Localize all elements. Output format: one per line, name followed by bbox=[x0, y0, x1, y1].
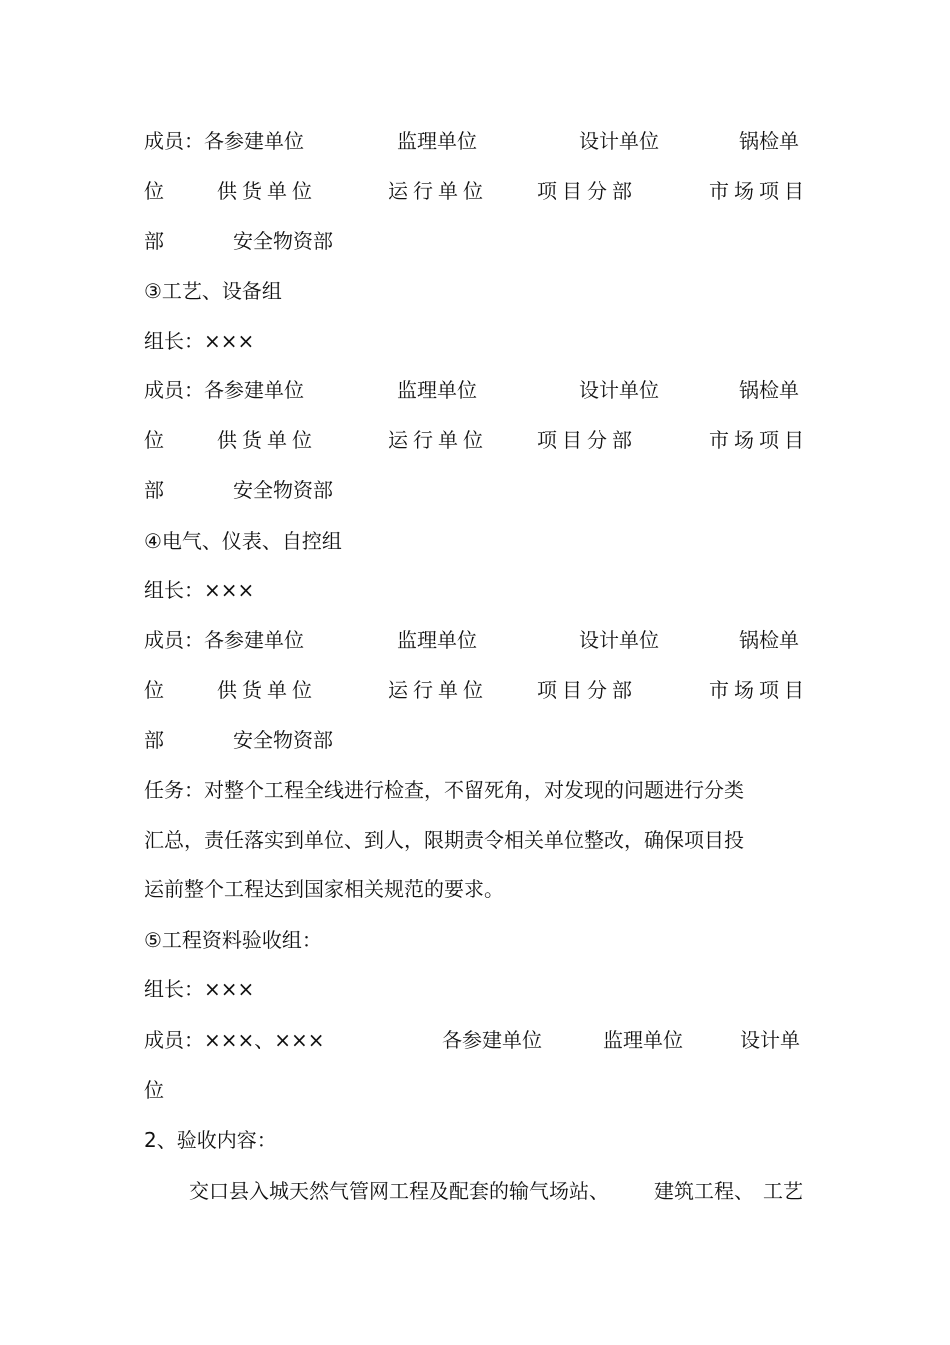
members-label: 成员：各参建单位 bbox=[144, 129, 304, 153]
unit-market-part2: 部 bbox=[144, 229, 164, 253]
paragraph-part2: 建筑工程、 bbox=[654, 1179, 754, 1203]
unit-design-part2: 位 bbox=[144, 1078, 164, 1102]
unit-market-part1: 市场项目 bbox=[709, 179, 809, 203]
unit-safety: 安全物资部 bbox=[233, 728, 333, 752]
paragraph-part1: 交口县入城天然气管网工程及配套的输气场站、 bbox=[189, 1179, 609, 1203]
unit-safety: 安全物资部 bbox=[233, 229, 333, 253]
group-5-members-line-2 bbox=[0, 1075, 950, 1105]
unit-safety: 安全物资部 bbox=[233, 478, 333, 502]
members-line-2 bbox=[0, 176, 950, 206]
members-line-3 bbox=[0, 226, 950, 256]
task-line-3: 运前整个工程达到国家相关规范的要求。 bbox=[144, 877, 504, 901]
unit-market-part1: 市场项目 bbox=[709, 678, 809, 702]
unit-design: 设计单位 bbox=[579, 129, 659, 153]
members-label: 成员：×××、××× bbox=[144, 1028, 325, 1052]
unit-operation: 运行单位 bbox=[388, 678, 488, 702]
group-5-title: ⑤工程资料验收组： bbox=[144, 928, 322, 952]
unit-supply: 供货单位 bbox=[217, 179, 317, 203]
section-2-heading: 2、验收内容： bbox=[144, 1128, 277, 1152]
unit-supervision: 监理单位 bbox=[603, 1028, 683, 1052]
members-line-9 bbox=[0, 725, 950, 755]
unit-supervision: 监理单位 bbox=[397, 628, 477, 652]
paragraph-part3: 工艺 bbox=[763, 1179, 803, 1203]
unit-boiler-part1: 锅检单 bbox=[739, 628, 799, 652]
members-line-4 bbox=[0, 375, 950, 405]
unit-boiler-part2: 位 bbox=[144, 678, 164, 702]
unit-operation: 运行单位 bbox=[388, 179, 488, 203]
members-label: 成员：各参建单位 bbox=[144, 378, 304, 402]
unit-boiler-part2: 位 bbox=[144, 428, 164, 452]
unit-supervision: 监理单位 bbox=[397, 378, 477, 402]
group-4-leader: 组长：××× bbox=[144, 578, 255, 602]
group-5-members-line-1 bbox=[0, 1025, 950, 1055]
members-line-6 bbox=[0, 475, 950, 505]
members-line-7 bbox=[0, 625, 950, 655]
unit-market-part2: 部 bbox=[144, 728, 164, 752]
unit-market-part1: 市场项目 bbox=[709, 428, 809, 452]
members-line-5 bbox=[0, 425, 950, 455]
task-line-1: 任务：对整个工程全线进行检查，不留死角，对发现的问题进行分类 bbox=[144, 778, 744, 802]
unit-design: 设计单位 bbox=[579, 378, 659, 402]
unit-project-dept: 项目分部 bbox=[537, 179, 637, 203]
members-label: 成员：各参建单位 bbox=[144, 628, 304, 652]
unit-supervision: 监理单位 bbox=[397, 129, 477, 153]
unit-market-part2: 部 bbox=[144, 478, 164, 502]
group-3-leader: 组长：××× bbox=[144, 329, 255, 353]
unit-supply: 供货单位 bbox=[217, 428, 317, 452]
members-line-8 bbox=[0, 675, 950, 705]
task-line-2: 汇总，责任落实到单位、到人，限期责令相关单位整改，确保项目投 bbox=[144, 828, 744, 852]
unit-operation: 运行单位 bbox=[388, 428, 488, 452]
unit-project-dept: 项目分部 bbox=[537, 678, 637, 702]
group-4-title: ④电气、仪表、自控组 bbox=[144, 529, 342, 553]
unit-design: 设计单位 bbox=[579, 628, 659, 652]
unit-design-part1: 设计单 bbox=[740, 1028, 800, 1052]
unit-project-dept: 项目分部 bbox=[537, 428, 637, 452]
unit-boiler-part1: 锅检单 bbox=[739, 129, 799, 153]
unit-boiler-part2: 位 bbox=[144, 179, 164, 203]
unit-boiler-part1: 锅检单 bbox=[739, 378, 799, 402]
unit-builders: 各参建单位 bbox=[442, 1028, 542, 1052]
unit-supply: 供货单位 bbox=[217, 678, 317, 702]
members-line-1 bbox=[0, 126, 950, 156]
section-2-paragraph bbox=[0, 1176, 950, 1206]
group-3-title: ③工艺、设备组 bbox=[144, 279, 282, 303]
group-5-leader: 组长：××× bbox=[144, 977, 255, 1001]
